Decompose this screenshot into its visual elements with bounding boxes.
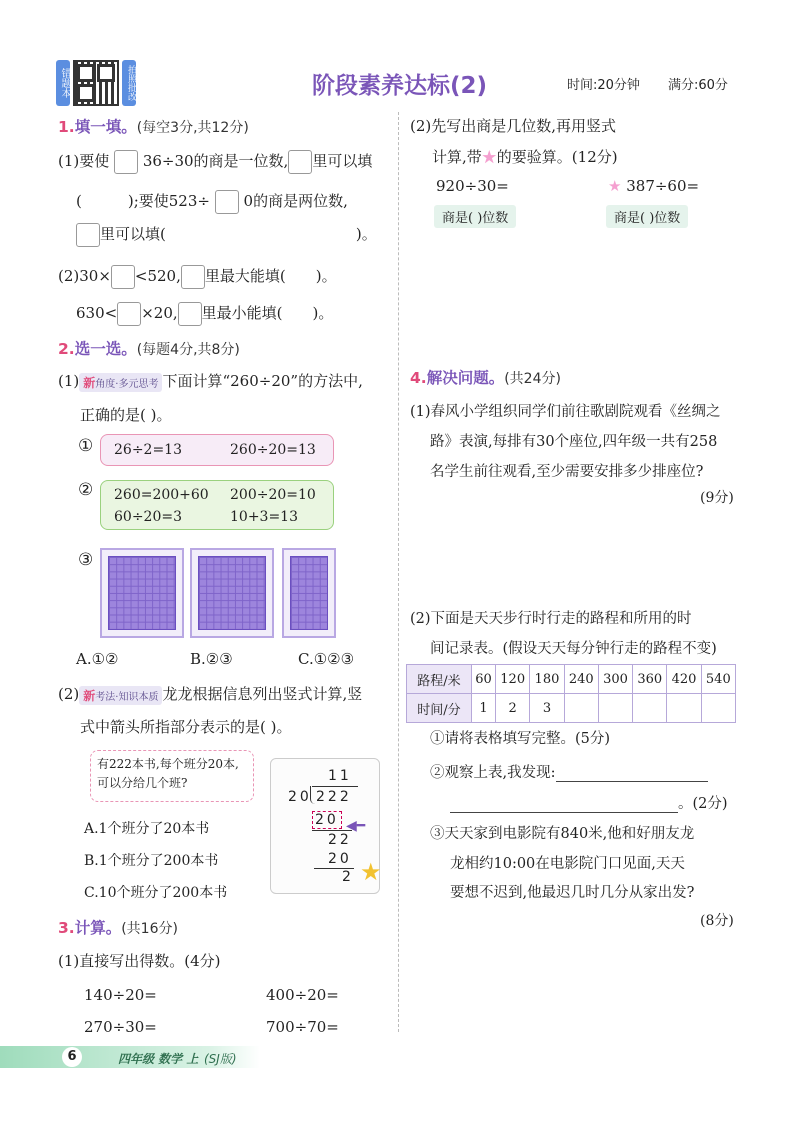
s3-p1: (1)直接写出得数。(4分) xyxy=(58,952,221,970)
section-1-heading: 1.填一填。(每空3分,共12分) xyxy=(58,118,249,136)
s4-q1-line1: (1)春风小学组织同学们前往歌剧院观看《丝绸之 xyxy=(410,404,721,420)
page-number: 6 xyxy=(62,1047,82,1067)
s1-q2-line2: 630< ×20, 里最小能填( )。 xyxy=(76,302,333,326)
s4-q2-line2: 间记录表。(假设天天每分钟行走的路程不变) xyxy=(430,641,717,657)
qr-right-label: 拍照批改 xyxy=(122,60,136,106)
qr-left-label: 错题本 xyxy=(56,60,70,106)
sub-3-line3: 要想不迟到,他最迟几时几分从家出发? xyxy=(450,885,695,901)
arrow-icon: ◀━ xyxy=(346,818,366,834)
s2-q2-line2: 式中箭头所指部分表示的是( )。 xyxy=(80,718,292,736)
expr-5: 920÷30= xyxy=(436,177,509,195)
choice-1-b: 260÷20=13 xyxy=(230,442,316,458)
blank-box[interactable] xyxy=(181,265,205,289)
distance-row xyxy=(407,665,736,694)
s1-q1-line3: 里可以填( )。 xyxy=(76,223,377,247)
time-cell[interactable]: 2 xyxy=(496,694,530,723)
answer-digits-2[interactable]: 商是( )位数 xyxy=(606,205,688,228)
expr-4: 700÷70= xyxy=(266,1018,339,1036)
choice-2-d: 10+3=13 xyxy=(230,509,298,525)
time-header: 时间/分 xyxy=(407,694,472,723)
hundred-grid-2 xyxy=(190,548,274,638)
choice-2-a: 260=200+60 xyxy=(114,487,209,503)
time-cell[interactable]: 1 xyxy=(472,694,496,723)
distance-cell: 540 xyxy=(701,665,735,694)
expr-2: 400÷20= xyxy=(266,986,339,1004)
qr-code-icon xyxy=(73,60,119,106)
s3-p2-line2: 计算,带★的要验算。(12分) xyxy=(432,148,618,166)
sub-3-line2: 龙相约10:00在电影院门口见面,天天 xyxy=(450,856,685,872)
division-remainder-1: 22 xyxy=(328,832,352,848)
expr-1: 140÷20= xyxy=(84,986,157,1004)
s4-q2-line1: (2)下面是天天步行时行走的路程和所用的时 xyxy=(410,611,692,627)
time-cell[interactable] xyxy=(667,694,701,723)
answer-digits-1[interactable]: 商是( )位数 xyxy=(434,205,516,228)
option-c[interactable]: C.①②③ xyxy=(298,650,355,668)
blank-box[interactable] xyxy=(114,150,138,174)
page-title: 阶段素养达标(2) xyxy=(312,73,488,99)
time-cell[interactable] xyxy=(701,694,735,723)
s1-q1-line1: (1)要使 36÷30的商是一位数, 里可以填 xyxy=(58,150,372,174)
qr-block xyxy=(56,60,136,106)
choice-2-c: 60÷20=3 xyxy=(114,509,182,525)
star-icon: ★ xyxy=(481,148,497,166)
footer-edition: (SJ版) xyxy=(204,1052,237,1066)
blank-box[interactable] xyxy=(76,223,100,247)
time-limit: 时间:20分钟 xyxy=(567,78,640,93)
division-line-1 xyxy=(312,830,352,831)
s4-q1-line3: 名学生前往观看,至少需要安排多少排座位? xyxy=(430,464,704,480)
sub-2-end: 。(2分) xyxy=(450,792,728,813)
section-3-heading: 3.计算。(共16分) xyxy=(58,919,178,937)
option-a2[interactable]: A.1个班分了20本书 xyxy=(84,821,210,837)
division-quotient: 11 xyxy=(328,768,352,784)
choice-3-mark: ③ xyxy=(78,550,94,570)
division-product-1: 20 xyxy=(312,811,342,829)
s3-p2-line1: (2)先写出商是几位数,再用竖式 xyxy=(410,117,617,135)
expr-3: 270÷30= xyxy=(84,1018,157,1036)
column-divider xyxy=(398,112,399,1032)
record-table xyxy=(406,664,736,723)
distance-cell: 240 xyxy=(564,665,598,694)
info-bubble: 有222本书,每个班分20本,可以分给几个班? xyxy=(90,750,254,802)
division-bar xyxy=(312,786,358,787)
answer-line[interactable] xyxy=(556,781,708,782)
distance-header: 路程/米 xyxy=(407,665,472,694)
section-4-heading: 4.解决问题。(共24分) xyxy=(410,369,561,387)
choice-1-mark: ① xyxy=(78,436,94,456)
blank-box[interactable] xyxy=(215,190,239,214)
choice-1-a: 26÷2=13 xyxy=(114,442,182,458)
option-a[interactable]: A.①② xyxy=(76,650,119,668)
s1-q2-line1: (2)30× <520, 里最大能填( )。 xyxy=(58,265,337,289)
s2-q1-line2: 正确的是( )。 xyxy=(80,406,172,424)
s4-q1-score: (9分) xyxy=(700,490,734,506)
sub-1: ①请将表格填写完整。(5分) xyxy=(430,731,611,747)
star-mascot-icon: ★ xyxy=(360,858,382,886)
new-angle-tag: 新角度·多元思考 xyxy=(79,373,162,392)
sub-3-line1: ③天天家到电影院有840米,他和好朋友龙 xyxy=(430,826,695,842)
division-dividend: 222 xyxy=(316,789,352,805)
time-cell[interactable] xyxy=(633,694,667,723)
s1-q1-line2: ( );要使523÷ 0的商是两位数, xyxy=(76,190,348,214)
distance-cell: 120 xyxy=(496,665,530,694)
distance-cell: 60 xyxy=(472,665,496,694)
division-divisor: 20 xyxy=(288,789,312,805)
time-cell[interactable] xyxy=(598,694,632,723)
answer-line[interactable] xyxy=(450,812,678,813)
distance-cell: 420 xyxy=(667,665,701,694)
star-icon: ★ xyxy=(608,177,622,195)
sub-3-score: (8分) xyxy=(700,913,734,929)
division-product-2: 20 xyxy=(328,851,352,867)
expr-6: ★ 387÷60= xyxy=(608,177,700,195)
time-cell[interactable] xyxy=(564,694,598,723)
option-c2[interactable]: C.10个班分了200本书 xyxy=(84,885,228,901)
option-b[interactable]: B.②③ xyxy=(190,650,233,668)
distance-cell: 360 xyxy=(633,665,667,694)
s2-q2-line1: (2) 新考法·知识本质 龙龙根据信息列出竖式计算,竖 xyxy=(58,685,363,703)
s4-q1-line2: 路》表演,每排有30个座位,四年级一共有258 xyxy=(430,434,718,450)
choice-2-b: 200÷20=10 xyxy=(230,487,316,503)
s2-q1-line1: (1) 新角度·多元思考 下面计算“260÷20”的方法中, xyxy=(58,372,363,390)
hundred-grid-1 xyxy=(100,548,184,638)
blank-box[interactable] xyxy=(117,302,141,326)
footer-brand: 四年级 数学 上 xyxy=(118,1052,199,1066)
distance-cell: 180 xyxy=(530,665,564,694)
option-b2[interactable]: B.1个班分了200本书 xyxy=(84,853,219,869)
section-2-heading: 2.选一选。(每题4分,共8分) xyxy=(58,340,240,358)
time-cell[interactable]: 3 xyxy=(530,694,564,723)
blank-box[interactable] xyxy=(288,150,312,174)
blank-box[interactable] xyxy=(178,302,202,326)
blank-box[interactable] xyxy=(111,265,135,289)
sub-2: ②观察上表,我发现: xyxy=(430,761,708,782)
hundred-grid-3 xyxy=(282,548,336,638)
distance-cell: 300 xyxy=(598,665,632,694)
full-score: 满分:60分 xyxy=(668,78,728,93)
choice-2-mark: ② xyxy=(78,480,94,500)
division-remainder-2: 2 xyxy=(342,869,351,885)
new-exam-tag: 新考法·知识本质 xyxy=(79,686,162,705)
time-row xyxy=(407,694,736,723)
